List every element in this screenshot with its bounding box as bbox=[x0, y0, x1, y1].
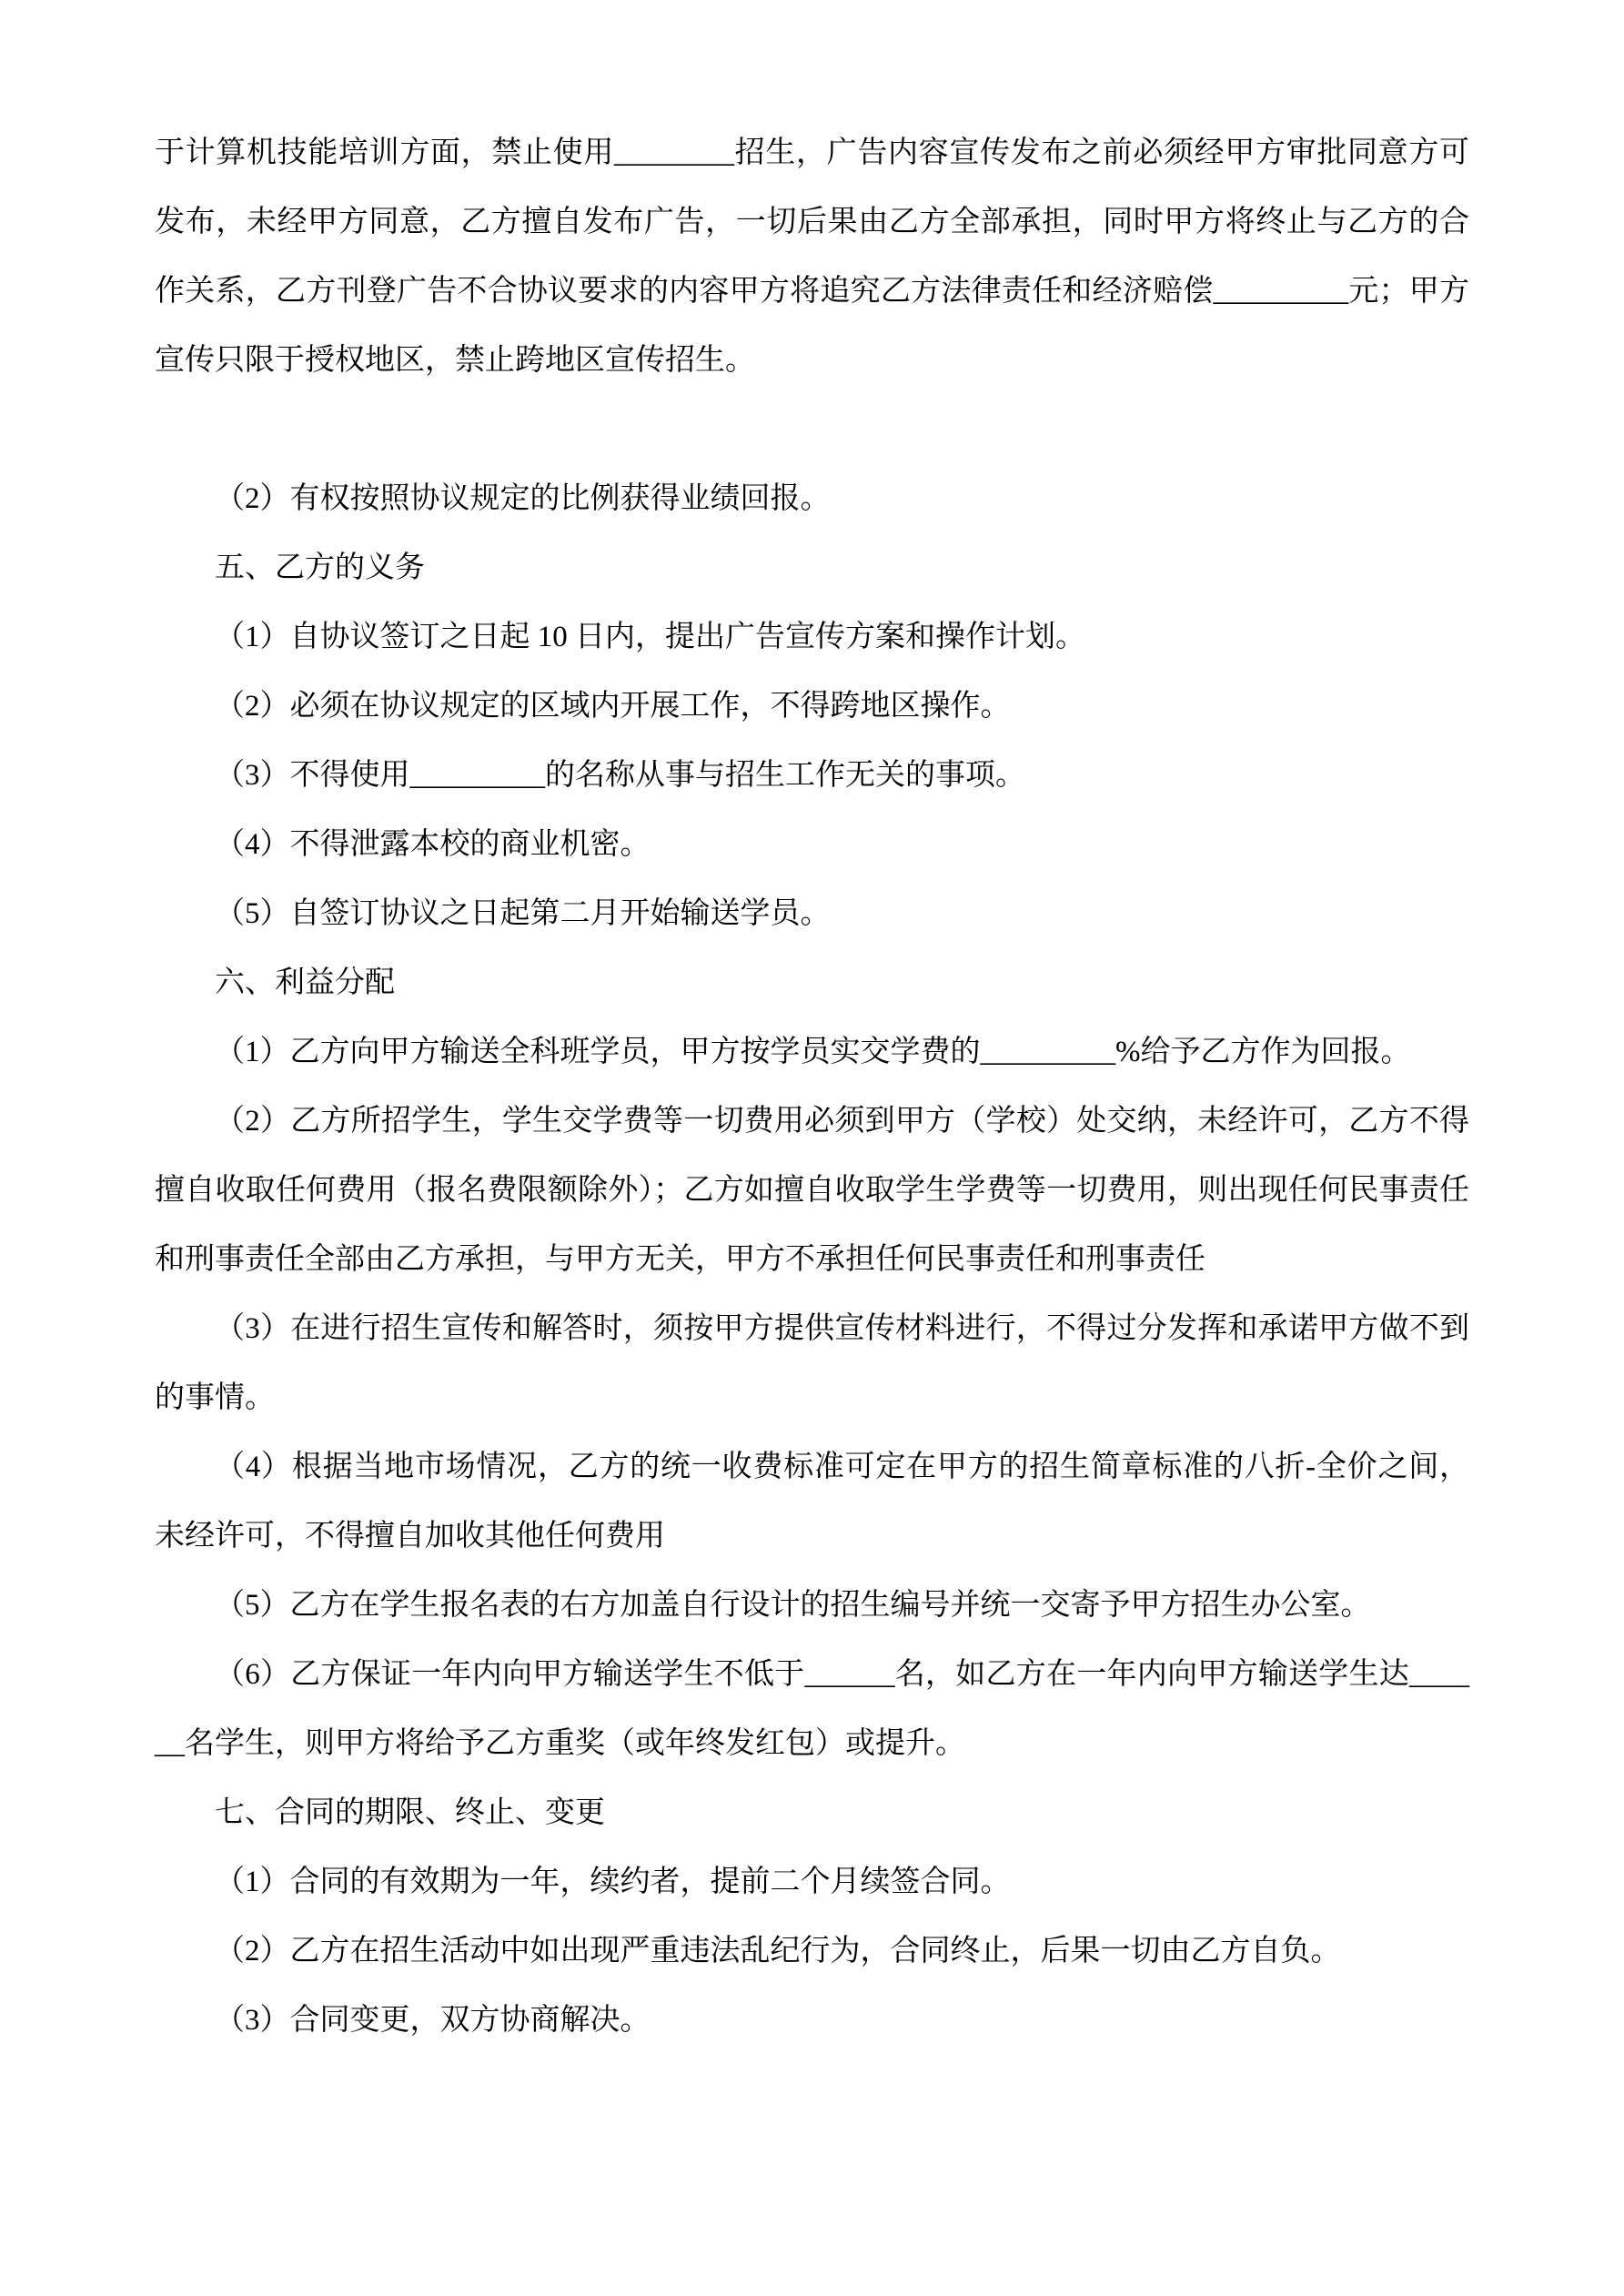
paragraph-clause-7-1: （1）合同的有效期为一年，续约者，提前二个月续签合同。 bbox=[215, 1866, 1011, 1898]
paragraph-clause-7-3: （3）合同变更，双方协商解决。 bbox=[215, 2004, 651, 2037]
paragraph-clause-6-1: （1）乙方向甲方输送全科班学员，甲方按学员实交学费的_________%给予乙方作为回报。 bbox=[215, 1036, 1411, 1068]
paragraph-clause-5-1: （1）自协议签订之日起 10 日内，提出广告宣传方案和操作计划。 bbox=[215, 621, 1085, 653]
paragraph-clause-6-4: （4）根据当地市场情况，乙方的统一收费标准可定在甲方的招生简章标准的八折-全价之间，未经许可，不得擅自加收其他任何费用 bbox=[155, 1451, 1469, 1553]
paragraph-clause-4-2: （2）有权按照协议规定的比例获得业绩回报。 bbox=[215, 482, 831, 515]
paragraph-clause-5-3: （3）不得使用_________的名称从事与招生工作无关的事项。 bbox=[215, 759, 1025, 792]
paragraph-clause-7-2: （2）乙方在招生活动中如出现严重违法乱纪行为，合同终止，后果一切由乙方自负。 bbox=[215, 1935, 1341, 1967]
paragraph-clause-6-5: （5）乙方在学生报名表的右方加盖自行设计的招生编号并统一交寄予甲方招生办公室。 bbox=[215, 1589, 1371, 1622]
paragraph-clause-6-3: （3）在进行招生宣传和解答时，须按甲方提供宣传材料进行，不得过分发挥和承诺甲方做不到的事情。 bbox=[155, 1312, 1469, 1414]
paragraph-clause-5-4: （4）不得泄露本校的商业机密。 bbox=[215, 828, 651, 861]
paragraph-clause-6-2: （2）乙方所招学生，学生交学费等一切费用必须到甲方（学校）处交纳，未经许可，乙方不得擅自收取任何费用（报名费限额除外）；乙方如擅自收取学生学费等一切费用，则出现任何民事责任和刑事责任全部由乙方承担，与甲方无关，甲方不承担任何民事责任和刑事责任 bbox=[155, 1105, 1469, 1276]
section-heading-6: 六、利益分配 bbox=[215, 966, 395, 999]
paragraph-continuation: 于计算机技能培训方面，禁止使用________招生，广告内容宣传发布之前必须经甲方审批同意方可发布，未经甲方同意，乙方擅自发布广告，一切后果由乙方全部承担，同时甲方将终止与乙方的合作关系，乙方刊登广告不合协议要求的内容甲方将追究乙方法律责任和经济赔偿_________元；甲方宣传只限于授权地区，禁止跨地区宣传招生。 bbox=[155, 137, 1469, 377]
paragraph-clause-5-2: （2）必须在协议规定的区域内开展工作，不得跨地区操作。 bbox=[215, 690, 1011, 723]
paragraph-clause-6-6: （6）乙方保证一年内向甲方输送学生不低于______名，如乙方在一年内向甲方输送学生达______名学生，则甲方将给予乙方重奖（或年终发红包）或提升。 bbox=[155, 1658, 1469, 1760]
section-heading-7: 七、合同的期限、终止、变更 bbox=[215, 1796, 605, 1829]
paragraph-clause-5-5: （5）自签订协议之日起第二月开始输送学员。 bbox=[215, 897, 831, 930]
section-heading-5: 五、乙方的义务 bbox=[215, 551, 425, 584]
